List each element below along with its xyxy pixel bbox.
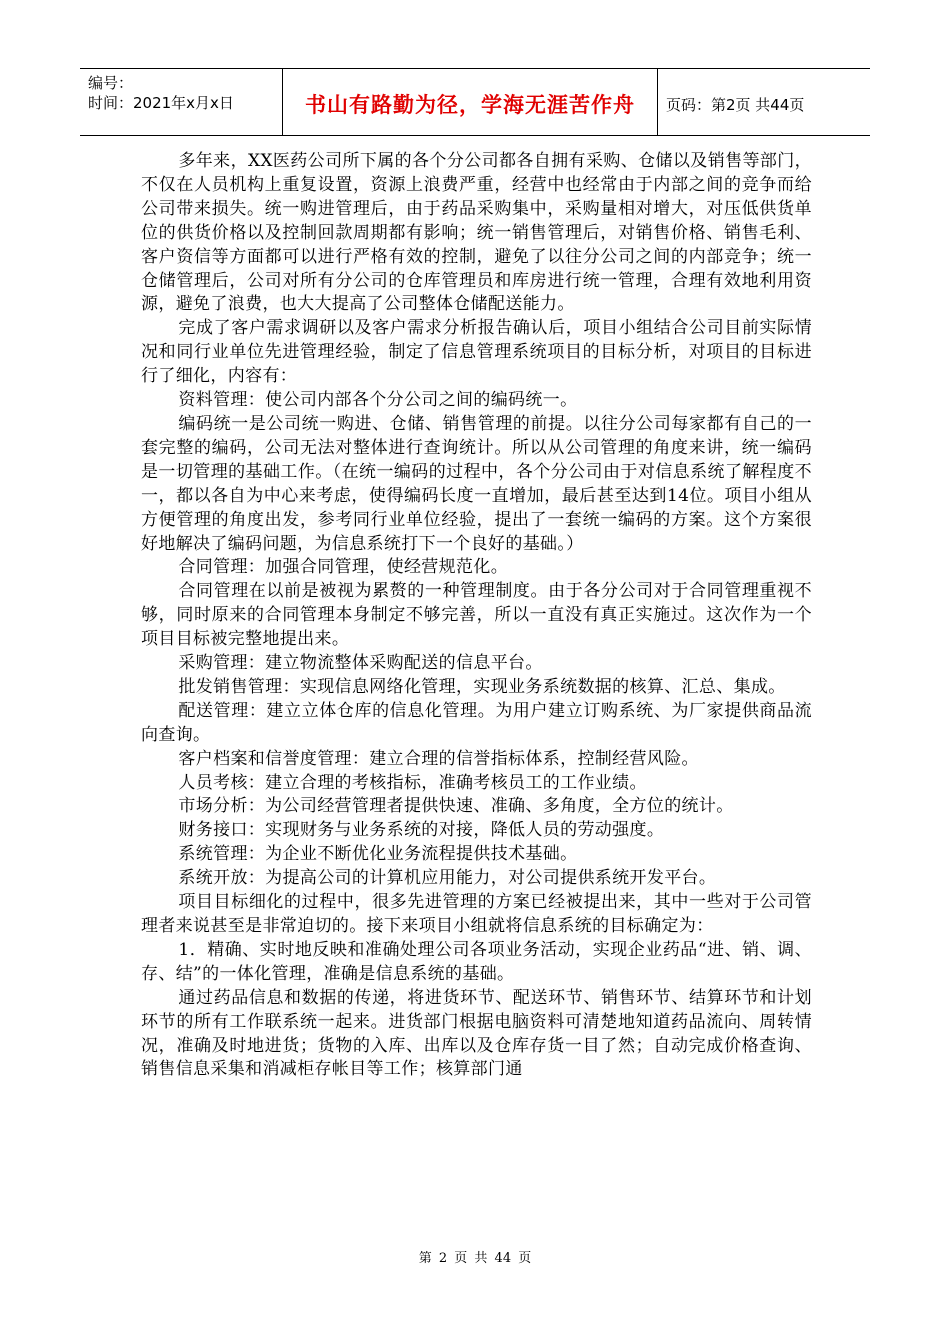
paragraph: 通过药品信息和数据的传递，将进货环节、配送环节、销售环节、结算环节和计划环节的所有工作联系统一起来。进货部门根据电脑资料可清楚地知道药品流向、周转情况，准确及时地进货；货物的入库、出库以及仓库存货一目了然；自动完成价格查询、销售信息采集和消减柜存帐目等工作；核算部门通 [141,987,812,1080]
paragraph: 完成了客户需求调研以及客户需求分析报告确认后，项目小组结合公司目前实际情况和同行业单位先进管理经验，制定了信息管理系统项目的目标分析，对项目的目标进行了细化，内容有： [141,318,812,387]
paragraph: 编码统一是公司统一购进、仓储、销售管理的前提。以往分公司每家都有自己的一套完整的编码，公司无法对整体进行查询统计。所以从公司管理的角度来讲，统一编码是一切管理的基础工作。（在统一编码的过程中，各个分公司由于对信息系统了解程度不一，都以各自为中心来考虑，使得编码长度一直增加，最后甚至达到14位。项目小组从方便管理的角度出发，参考同行业单位经验，提出了一套统一编码的方案。这个方案很好地解决了编码问题，为信息系统打下一个良好的基础。） [141,413,812,554]
paragraph: 批发销售管理：实现信息网络化管理，实现业务系统数据的核算、汇总、集成。 [178,676,786,697]
date-label: 时间：2021年x月x日 [88,94,234,112]
number-label: 编号： [88,74,134,92]
paragraph: 采购管理：建立物流整体采购配送的信息平台。 [178,653,543,674]
paragraph: 资料管理：使公司内部各个分公司之间的编码统一。 [178,390,578,411]
paragraph: 客户档案和信誉度管理：建立合理的信誉指标体系，控制经营风险。 [178,748,699,769]
document-body [141,150,812,1082]
header-page-info: 页码：第2页 共44页 [666,95,805,114]
paragraph: 1．精确、实时地反映和准确处理公司各项业务活动，实现企业药品“进、销、调、存、结”的一体化管理，准确是信息系统的基础。 [141,939,812,984]
paragraph: 系统开放：为提高公司的计算机应用能力，对公司提供系统开发平台。 [178,868,717,889]
paragraph: 市场分析：为公司经营管理者提供快速、准确、多角度，全方位的统计。 [178,796,734,817]
header-meta [80,69,283,135]
paragraph: 财务接口：实现财务与业务系统的对接，降低人员的劳动强度。 [178,820,665,841]
paragraph: 项目目标细化的过程中，很多先进管理的方案已经被提出来，其中一些对于公司管理者来说甚至是非常迫切的。接下来项目小组就将信息系统的目标确定为： [141,892,812,936]
paragraph: 合同管理：加强合同管理，使经营规范化。 [178,557,509,578]
page-footer: 第 2 页 共 44 页 [418,1251,532,1266]
paragraph: 系统管理：为企业不断优化业务流程提供技术基础。 [178,844,578,865]
paragraph: 人员考核：建立合理的考核指标，准确考核员工的工作业绩。 [178,772,647,793]
document-header [80,68,870,136]
header-motto: 书山有路勤为径，学海无涯苦作舟 [283,69,658,135]
paragraph: 合同管理在以前是被视为累赘的一种管理制度。由于各分公司对于合同管理重视不够，同时原来的合同管理本身制定不够完善，所以一直没有真正实施过。这次作为一个项目目标被完整地提出来。 [141,581,812,650]
paragraph: 多年来，XX医药公司所下属的各个分公司都各自拥有采购、仓储以及销售等部门，不仅在人员机构上重复设置，资源上浪费严重，经营中也经常由于内部之间的竞争而给公司带来损失。统一购进管理后，由于药品采购集中，采购量相对增大，对压低供货单位的供货价格以及控制回款周期都有影响；统一销售管理后，对销售价格、销售毛利、客户资信等方面都可以进行严格有效的控制，避免了以往分公司之间的内部竞争；统一仓储管理后，公司对所有分公司的仓库管理员和库房进行统一管理，合理有效地利用资源，避免了浪费，也大大提高了公司整体仓储配送能力。 [141,151,812,315]
paragraph: 配送管理：建立立体仓库的信息化管理。为用户建立订购系统、为厂家提供商品流向查询。 [141,700,812,745]
